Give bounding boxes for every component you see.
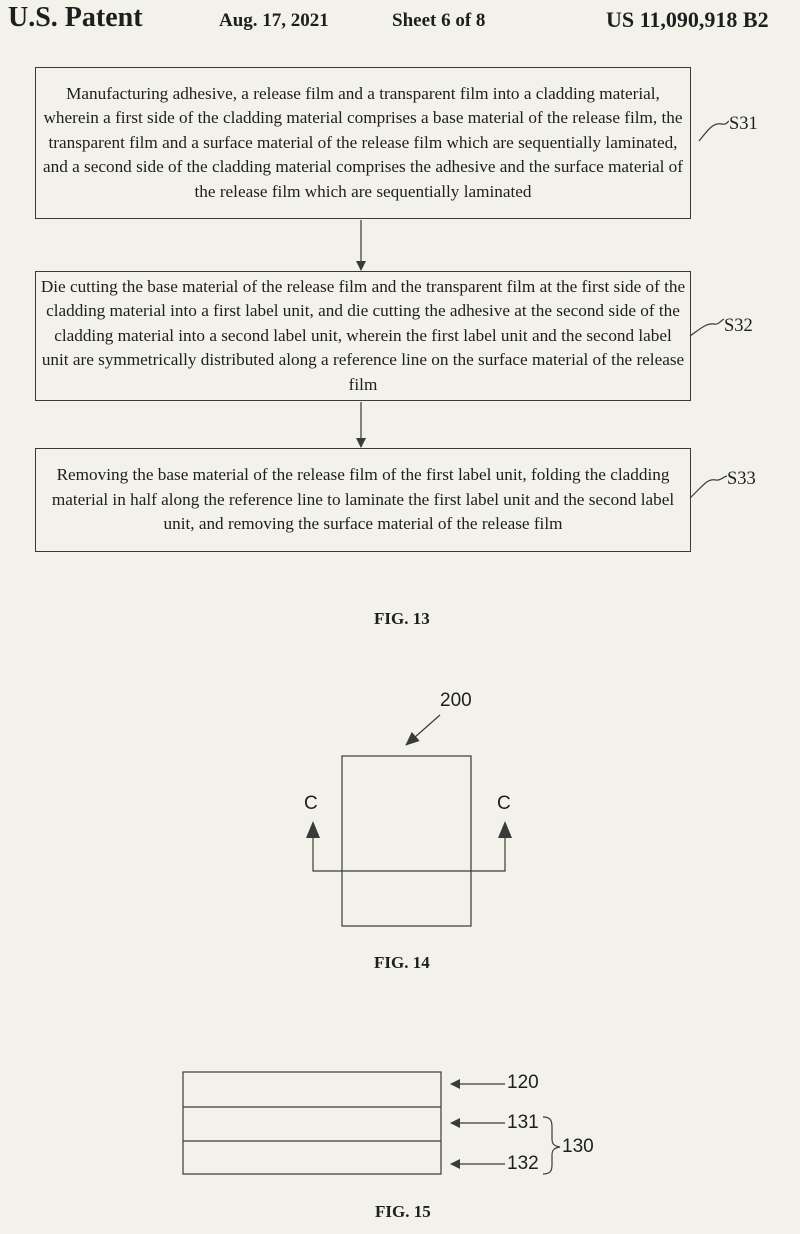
caption-fig-14: FIG. 14 — [374, 953, 430, 972]
caption-fig-13: FIG. 13 — [374, 609, 430, 628]
leader-arrow-200 — [406, 715, 440, 745]
step-label-s33: S33 — [727, 469, 756, 489]
step-text-s32: Die cutting the base material of the release film and the transparent film at the first side of the cladding material into a first label unit, and die cutting the adhesive at the second side of the cladding material into a second label unit, wherein the first label unit and the second label unit are symmetrically distributed along a reference line on the surface material of the release film — [40, 276, 686, 394]
section-arrowhead-right — [498, 821, 512, 838]
step-box-s31 — [35, 67, 691, 219]
reference-label-130: 130 — [562, 1136, 594, 1157]
step-box-s33 — [35, 448, 691, 552]
step-label-s31: S31 — [729, 114, 758, 134]
patent-number: US 11,090,918 B2 — [606, 7, 769, 32]
reference-label-120: 120 — [507, 1072, 539, 1093]
section-label-left: C — [304, 793, 318, 814]
patent-office-label: U.S. Patent — [8, 2, 143, 33]
brace-130 — [543, 1117, 560, 1174]
step-box-s32 — [35, 271, 691, 401]
leader-s32 — [690, 319, 724, 336]
patent-date: Aug. 17, 2021 — [219, 10, 329, 31]
section-arrowhead-left — [306, 821, 320, 838]
step-label-s32: S32 — [724, 316, 753, 336]
layer-stack-outline — [183, 1072, 441, 1174]
label-outline-200 — [342, 756, 471, 926]
reference-label-200: 200 — [440, 690, 472, 711]
step-text-s33: Removing the base material of the release film of the first label unit, folding the cladding material in half along the reference line to laminate the first label unit and the second label unit, and removing the surface material of the release film — [51, 465, 675, 534]
section-label-right: C — [497, 793, 511, 814]
sheet-number: Sheet 6 of 8 — [392, 10, 486, 31]
leader-s33 — [690, 476, 727, 498]
leader-s31 — [699, 121, 729, 141]
reference-label-132: 132 — [507, 1153, 539, 1174]
reference-label-131: 131 — [507, 1112, 539, 1133]
step-text-s31: Manufacturing adhesive, a release film and a transparent film into a cladding material, wherein a first side of the cladding material comprises a base material of the release film, the transparent film and a surface material of the release film which are sequentially laminated, and a second side of the cladding material comprises the adhesive and the surface material of the release film which are sequentially laminated — [43, 83, 683, 201]
caption-fig-15: FIG. 15 — [375, 1202, 431, 1221]
